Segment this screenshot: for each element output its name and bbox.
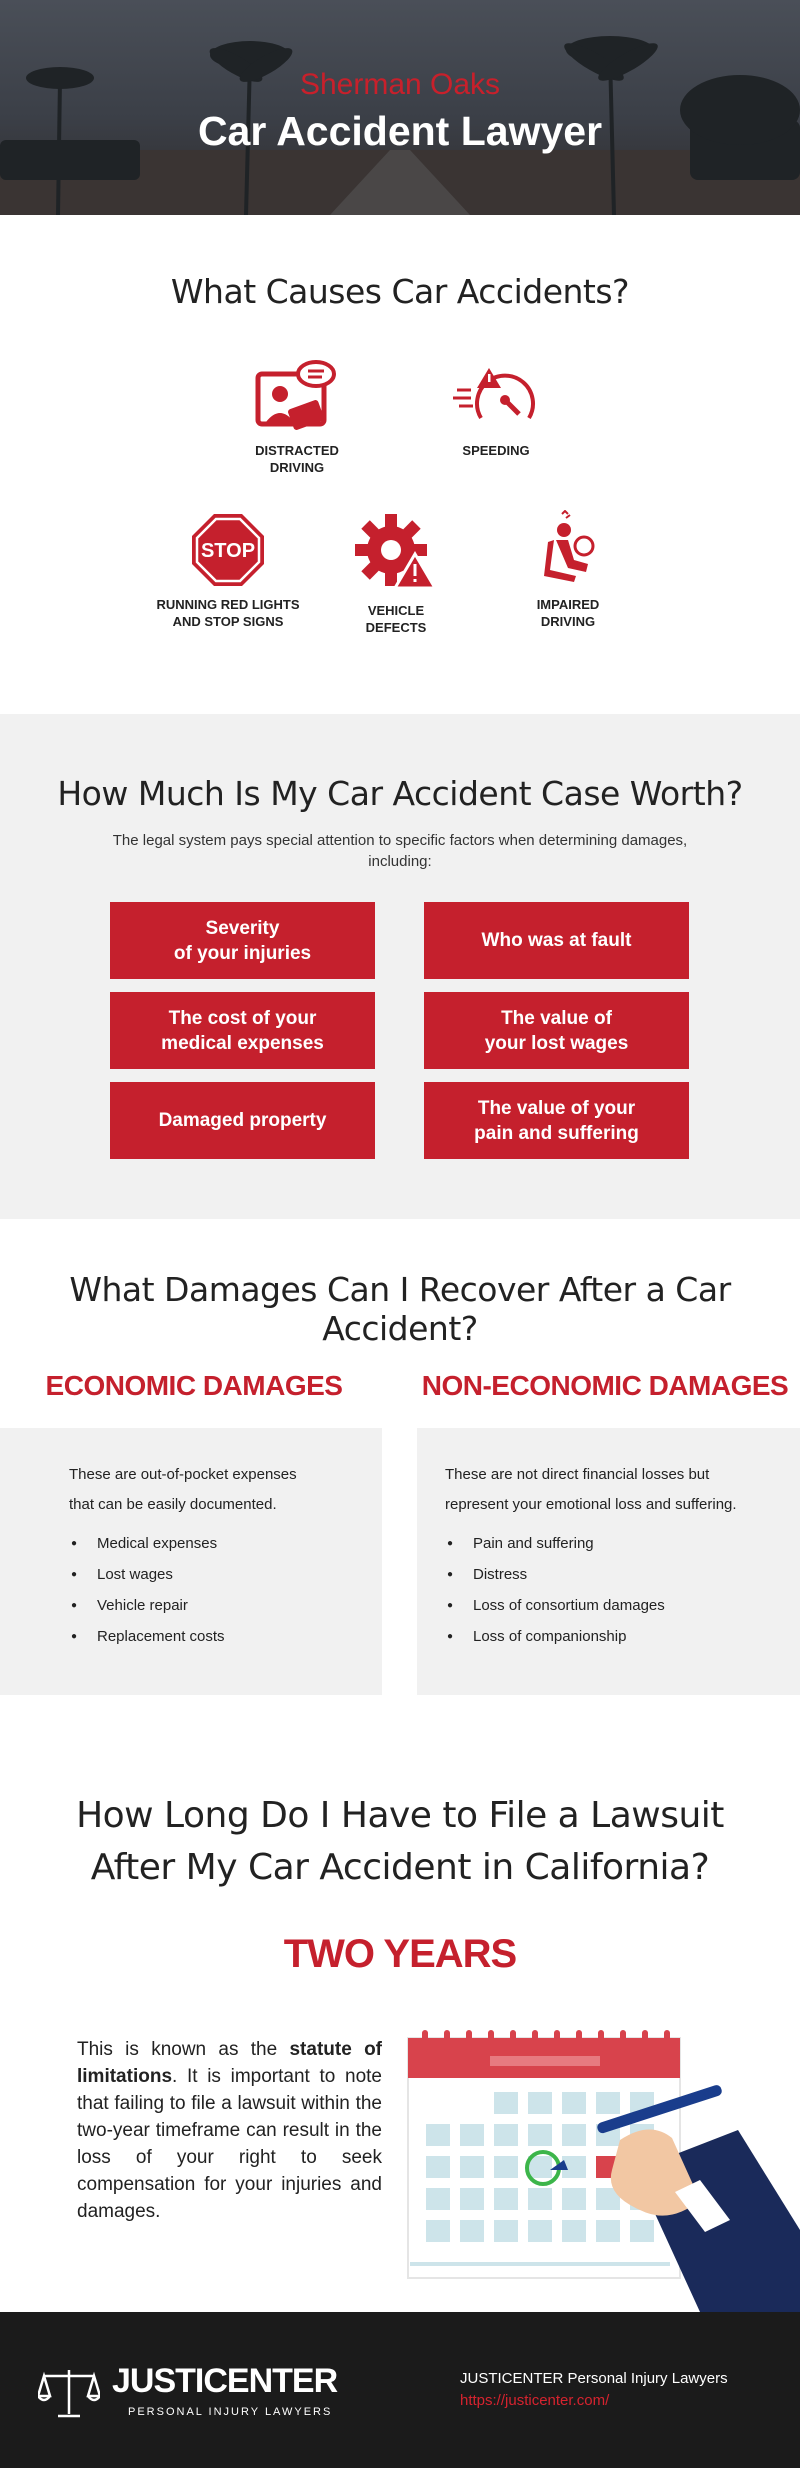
lawsuit-title xyxy=(0,1790,800,1894)
factor-damaged-property: Damaged property xyxy=(110,1082,375,1159)
calendar-hand-illustration xyxy=(400,2020,800,2312)
list-item: ● Vehicle repair xyxy=(69,1590,225,1621)
cause-label: RUNNING RED LIGHTS AND STOP SIGNS xyxy=(156,597,300,629)
cause-distracted-driving xyxy=(197,356,397,476)
calendar-day-cell xyxy=(426,2188,450,2210)
calendar-day-cell xyxy=(494,2220,518,2242)
non-economic-list xyxy=(445,1528,665,1652)
lawsuit-title-line: How Long Do I Have to File a Lawsuit xyxy=(76,1795,724,1836)
calendar-day-cell xyxy=(562,2124,586,2146)
list-item: ● Distress xyxy=(445,1559,665,1590)
footer-brand-sub: PERSONAL INJURY LAWYERS xyxy=(128,2406,333,2418)
worth-title: How Much Is My Car Accident Case Worth? xyxy=(57,774,743,813)
economic-intro xyxy=(69,1460,297,1520)
statute-paragraph xyxy=(77,2036,382,2225)
speedometer-icon xyxy=(451,356,541,436)
cause-label: IMPAIRED DRIVING xyxy=(536,597,600,629)
calendar-day-cell xyxy=(494,2188,518,2210)
calendar-day-cell xyxy=(426,2220,450,2242)
calendar-day-cell xyxy=(528,2220,552,2242)
calendar-day-cell xyxy=(528,2092,552,2114)
footer-brand: JUSTICENTER xyxy=(112,2362,338,2400)
calendar-day-cell xyxy=(460,2156,484,2178)
calendar-day-cell xyxy=(494,2124,518,2146)
calendar-day-cell xyxy=(460,2188,484,2210)
cause-label: SPEEDING xyxy=(462,443,530,458)
list-item: ● Pain and suffering xyxy=(445,1528,665,1559)
intro-line: represent your emotional loss and suffering. xyxy=(445,1496,737,1513)
svg-text:STOP: STOP xyxy=(200,540,256,562)
non-economic-intro xyxy=(445,1460,737,1520)
footer-url-link[interactable]: https://justicenter.com/ xyxy=(460,2392,610,2409)
calendar-day-cell xyxy=(562,2092,586,2114)
list-item: ● Replacement costs xyxy=(69,1621,225,1652)
list-item: ● Loss of companionship xyxy=(445,1621,665,1652)
calendar-day-cell xyxy=(528,2188,552,2210)
calendar-day-cell xyxy=(460,2220,484,2242)
intro-line: These are not direct financial losses but xyxy=(445,1466,710,1483)
factor-lost-wages: The value of your lost wages xyxy=(424,992,689,1069)
statute-bold: statute of limitations xyxy=(77,2039,382,2087)
causes-title: What Causes Car Accidents? xyxy=(170,272,630,311)
intro-line: These are out-of-pocket expenses xyxy=(69,1466,297,1483)
calendar-day-cell xyxy=(494,2156,518,2178)
calendar-day-cell xyxy=(460,2124,484,2146)
footer-firm-name: JUSTICENTER Personal Injury Lawyers xyxy=(460,2370,728,2387)
cause-label: VEHICLE DEFECTS xyxy=(365,603,427,635)
calendar-day-cell xyxy=(426,2124,450,2146)
two-years-highlight: TWO YEARS xyxy=(283,1932,517,1976)
calendar-day-cell xyxy=(494,2092,518,2114)
non-economic-panel xyxy=(417,1428,800,1695)
non-economic-heading: NON-ECONOMIC DAMAGES xyxy=(421,1370,789,1401)
factor-fault: Who was at fault xyxy=(424,902,689,979)
impaired-driver-icon xyxy=(528,510,608,590)
calendar-day-cell xyxy=(562,2188,586,2210)
calendar-day-cell xyxy=(426,2156,450,2178)
economic-heading: ECONOMIC DAMAGES xyxy=(45,1370,343,1401)
intro-line: that can be easily documented. xyxy=(69,1496,277,1513)
hero-banner xyxy=(0,0,800,215)
calendar-day-cell xyxy=(630,2220,654,2242)
gear-warning-icon xyxy=(353,510,439,596)
cause-vehicle-defects xyxy=(296,510,496,636)
calendar-day-cell xyxy=(528,2124,552,2146)
factor-medical-expenses: The cost of your medical expenses xyxy=(110,992,375,1069)
damages-title: What Damages Can I Recover After a Car Accident? xyxy=(69,1270,731,1348)
statute-text: This is known as the xyxy=(77,2039,290,2060)
hero-title: Car Accident Lawyer xyxy=(197,108,603,154)
factor-severity: Severity of your injuries xyxy=(110,902,375,979)
worth-lead: The legal system pays special attention to specific factors when determining damages, including: xyxy=(112,832,688,870)
calendar-day-cell xyxy=(562,2220,586,2242)
factor-pain-suffering: The value of your pain and suffering xyxy=(424,1082,689,1159)
scales-of-justice-icon xyxy=(38,2364,100,2422)
hero-subtitle: Sherman Oaks xyxy=(299,68,501,101)
statute-text: . It is important to note that failing to file a lawsuit within the two-year timeframe can result in the loss of your right to seek compensation for your injuries and damages. xyxy=(77,2066,382,2222)
footer xyxy=(0,2312,800,2468)
economic-list xyxy=(69,1528,225,1652)
list-item: ● Medical expenses xyxy=(69,1528,225,1559)
cause-label: DISTRACTED DRIVING xyxy=(255,443,339,475)
cause-speeding xyxy=(396,356,596,459)
distracted-driving-icon xyxy=(252,356,342,436)
calendar-day-cell xyxy=(596,2092,620,2114)
calendar-day-cell xyxy=(596,2220,620,2242)
cause-impaired-driving xyxy=(468,510,668,630)
stop-sign-icon xyxy=(188,510,268,590)
economic-panel xyxy=(0,1428,382,1695)
case-worth-section xyxy=(0,714,800,1219)
list-item: ● Lost wages xyxy=(69,1559,225,1590)
lawsuit-title-line: After My Car Accident in California? xyxy=(90,1847,710,1888)
list-item: ● Loss of consortium damages xyxy=(445,1590,665,1621)
